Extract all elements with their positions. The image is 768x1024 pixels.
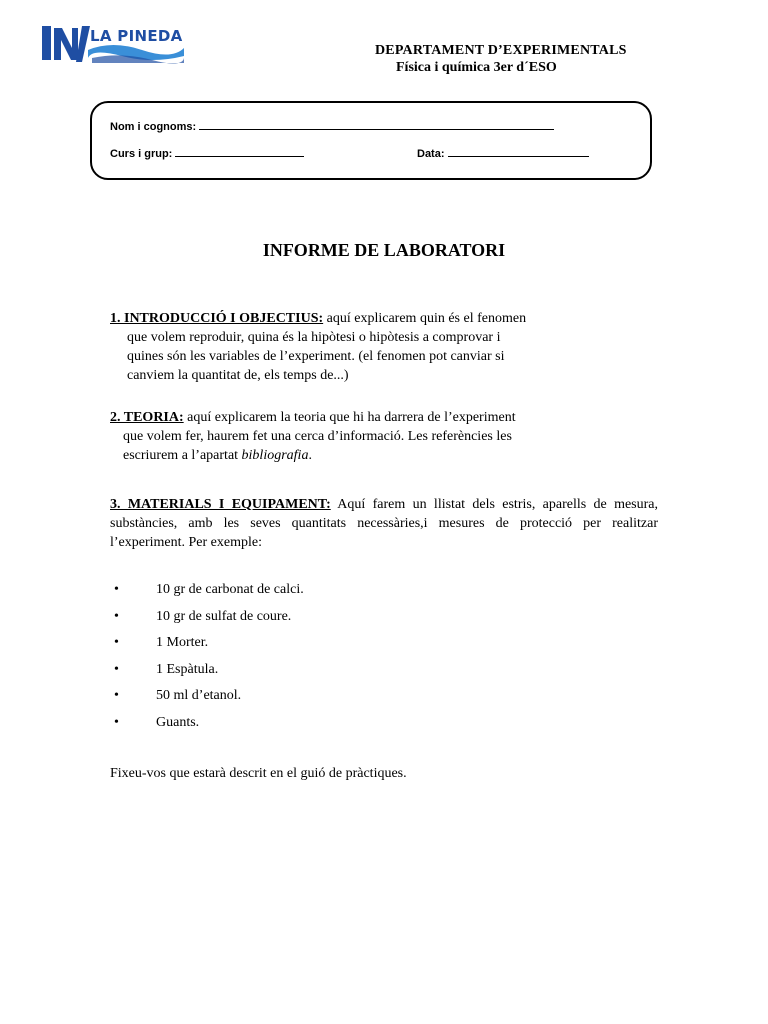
introduction-text-1: aquí explicarem quin és el fenomen — [323, 311, 527, 326]
logo-wordmark — [90, 27, 183, 46]
department-title: DEPARTAMENT D’EXPERIMENTALS — [375, 43, 627, 58]
page-title: INFORME DE LABORATORI — [262, 240, 506, 260]
date-label: Data: — [417, 148, 445, 160]
logo-text: LA PINEDA — [90, 27, 183, 45]
list-item-text: 50 ml d’etanol. — [156, 688, 242, 704]
list-item — [110, 609, 304, 636]
date-field[interactable] — [417, 145, 589, 160]
name-label: Nom i cognoms: — [110, 121, 197, 133]
list-item-text: 10 gr de carbonat de calci. — [156, 582, 304, 597]
course-label: Curs i grup: — [110, 148, 173, 160]
theory-text-1: aquí explicarem la teoria que hi ha darrera de l’experiment — [183, 410, 516, 425]
section-introduction — [110, 309, 580, 385]
bullet-icon: • — [114, 661, 119, 677]
course-line[interactable] — [175, 145, 304, 157]
list-item-text: 1 Morter. — [156, 635, 209, 651]
theory-text-3: escriurem a l’apartat — [123, 448, 242, 463]
course-field[interactable] — [110, 145, 304, 160]
section-theory — [110, 408, 580, 465]
list-item-text: 1 Espàtula. — [156, 661, 219, 677]
introduction-heading: 1. INTRODUCCIÓ I OBJECTIUS: — [110, 311, 324, 326]
student-info-box — [90, 101, 652, 180]
materials-text: Aquí farem un llistat dels estris, aparells de mesura, substàncies, amb les seves quantitats necessàries,i mesures de protecció per realitzar l’experiment. Per exemple: — [110, 497, 658, 550]
bullet-icon: • — [114, 714, 119, 730]
introduction-text-3: quines són les variables de l’experiment. (el fenomen pot canviar si — [127, 349, 505, 364]
theory-text-2: que volem fer, haurem fet una cerca d’informació. Les referències les — [123, 429, 512, 444]
subject-title: Física i química 3er d´ESO — [396, 60, 557, 75]
list-item — [110, 635, 304, 662]
section-materials — [110, 495, 658, 552]
introduction-text-4: canviem la quantitat de, els temps de...) — [127, 368, 349, 383]
bullet-icon: • — [114, 608, 119, 624]
name-line[interactable] — [199, 118, 554, 130]
bullet-icon: • — [114, 582, 119, 597]
name-field[interactable] — [110, 118, 554, 133]
theory-text-3-end: . — [308, 448, 312, 463]
materials-heading: 3. MATERIALS I EQUIPAMENT: — [110, 497, 331, 512]
introduction-text-2: que volem reproduir, quina és la hipòtesi o hipòtesis a comprovar i — [127, 330, 501, 345]
list-item-text: Guants. — [156, 714, 200, 730]
list-item — [110, 688, 304, 715]
list-item — [110, 715, 304, 742]
list-item — [110, 662, 304, 689]
materials-list — [110, 582, 304, 742]
theory-bibliography: bibliografia — [241, 448, 309, 463]
bullet-icon: • — [114, 635, 119, 651]
date-line[interactable] — [448, 145, 589, 157]
logo-side-text: SALESIANS — [29, 34, 35, 62]
closing-note: Fixeu-vos que estarà descrit en el guió de pràctiques. — [110, 766, 407, 781]
bullet-icon: • — [114, 688, 119, 704]
list-item-text: 10 gr de sulfat de coure. — [156, 608, 292, 624]
theory-heading: 2. TEORIA: — [110, 410, 184, 425]
list-item — [110, 582, 304, 609]
